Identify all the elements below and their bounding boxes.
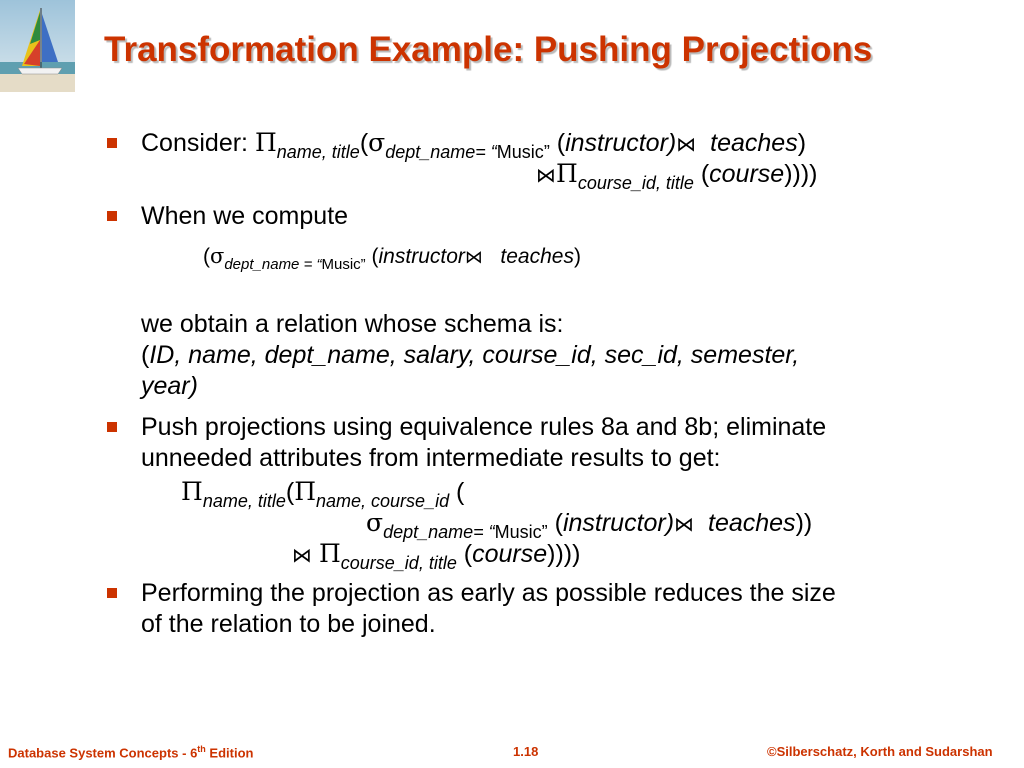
performing-projection-line1: Performing the projection as early as possible reduces the size xyxy=(141,579,836,607)
sigma-symbol: σ xyxy=(366,508,384,537)
pi-symbol: Π xyxy=(294,477,316,506)
paren: ( xyxy=(449,478,465,506)
relation-instructor: instructor) xyxy=(562,509,675,537)
pushed-expression-line2 xyxy=(366,507,812,541)
bullet-when-we-compute: When we compute xyxy=(141,202,349,230)
paren: )))) xyxy=(784,160,818,188)
paren: ( xyxy=(556,129,566,157)
join-icon: ⋈ xyxy=(536,163,556,187)
paren: ) xyxy=(797,129,807,157)
projection-attributes: name, title xyxy=(202,491,286,511)
music-value: Music xyxy=(494,522,542,542)
relation-teaches: teaches xyxy=(500,245,574,268)
push-projections-line1: Push projections using equivalence rules 8a and 8b; eliminate xyxy=(141,413,827,441)
relation-instructor: instructor xyxy=(378,245,465,268)
sigma-symbol: σ xyxy=(368,128,386,157)
push-projections-line2: unneeded attributes from intermediate results to get: xyxy=(141,444,721,472)
pi-symbol: Π xyxy=(254,128,277,157)
consider-expression-line2 xyxy=(536,158,818,192)
quote: ” xyxy=(543,142,550,162)
footer-superscript: th xyxy=(197,744,206,754)
selection-condition: dept_name = “ xyxy=(224,256,322,273)
quote: ” xyxy=(541,522,548,542)
relation-teaches: teaches xyxy=(710,129,798,157)
consider-label: Consider: xyxy=(141,129,255,157)
paren: ( xyxy=(141,341,150,369)
sigma-symbol: σ xyxy=(210,244,225,268)
quote: ” xyxy=(360,256,366,273)
relation-course: course xyxy=(709,160,785,188)
join-icon: ⋈ xyxy=(292,543,312,567)
paren: ( xyxy=(359,129,369,157)
schema-attributes: ID, name, dept_name, salary, course_id, sec_id, semester, xyxy=(149,341,800,369)
consider-expression-line1 xyxy=(141,127,806,161)
paren: ) xyxy=(573,245,581,268)
join-icon: ⋈ xyxy=(674,512,695,536)
paren: ( xyxy=(203,245,210,268)
footer-book-name: Database System Concepts - 6 xyxy=(8,745,198,761)
projection-attributes: course_id, title xyxy=(340,553,457,573)
schema-line2: year) xyxy=(141,372,198,400)
footer-edition: Edition xyxy=(205,745,254,761)
projection-attributes: name, course_id xyxy=(316,491,450,511)
paren: )))) xyxy=(547,540,581,568)
schema-intro: we obtain a relation whose schema is: xyxy=(141,310,564,338)
pushed-expression-line3 xyxy=(292,538,580,572)
pi-symbol: Π xyxy=(181,477,203,506)
paren: ( xyxy=(371,245,379,268)
footer-slide-number: 1.18 xyxy=(513,744,539,759)
projection-attributes: course_id, title xyxy=(577,173,694,193)
bullet-marker xyxy=(107,138,117,148)
footer-copyright: ©Silberschatz, Korth and Sudarshan xyxy=(767,744,993,759)
relation-course: course xyxy=(472,540,548,568)
paren: ( xyxy=(285,478,295,506)
relation-teaches: teaches xyxy=(708,509,796,537)
relation-instructor: instructor) xyxy=(565,129,677,157)
compute-expression xyxy=(203,242,581,273)
sailboat-logo xyxy=(0,0,75,92)
projection-attributes: name, title xyxy=(276,142,360,162)
pi-symbol: Π xyxy=(318,539,341,568)
paren: ( xyxy=(700,160,710,188)
footer-book-title xyxy=(8,744,253,760)
paren: ( xyxy=(463,540,473,568)
join-icon: ⋈ xyxy=(676,132,697,156)
pi-symbol: Π xyxy=(556,159,578,188)
bullet-marker xyxy=(107,422,117,432)
selection-condition: dept_name= “ xyxy=(385,142,497,162)
selection-condition: dept_name= “ xyxy=(383,522,495,542)
bullet-marker xyxy=(107,588,117,598)
music-value: Music xyxy=(496,142,544,162)
paren: )) xyxy=(795,509,813,537)
schema-line1 xyxy=(141,339,799,371)
join-icon: ⋈ xyxy=(464,247,483,268)
performing-projection-line2: of the relation to be joined. xyxy=(141,610,436,638)
slide-title: Transformation Example: Pushing Projections xyxy=(104,30,873,69)
music-value: Music xyxy=(321,256,361,273)
bullet-marker xyxy=(107,211,117,221)
pushed-expression-line1 xyxy=(181,476,464,510)
paren: ( xyxy=(554,509,563,537)
